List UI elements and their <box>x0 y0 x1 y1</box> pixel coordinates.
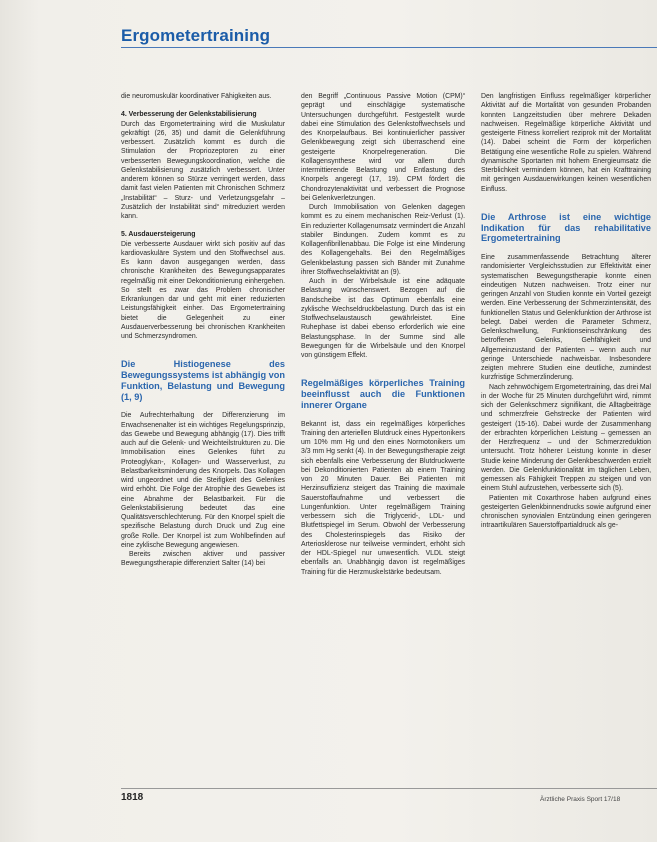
heading-arthrose: Die Arthrose ist eine wichtige Indikation für das rehabilitative Ergometertraining <box>481 211 651 244</box>
heading-histiogenese: Die Histiogenese des Bewegungssystems ist abhängig von Funktion, Belastung und Bewegung (1, 9) <box>121 359 285 402</box>
title-divider <box>121 47 657 48</box>
paragraph-mortalitaet: Den langfristigen Einfluss regelmäßiger körperlicher Aktivität auf die Mortalität von gesunden Probanden konnten Langzeitstudien über mehrere Dekaden nachweisen. Regelmäßige körperliche Aktivität und gesteigerte Fitness korreliert reziprok mit der Mortalität (14). Dabei scheint die Form der körperlichen Betätigung eine wesentliche Rolle zu spielen. Während dynamische Sportarten mit hohem Energieumsatz die Sterblichkeit vermindern können, hat ein Krafttraining mit geringen Ausdauerwirkungen keinen wesentlichen Einfluss. <box>481 93 651 193</box>
footer-divider <box>121 788 657 789</box>
column-2 <box>301 92 465 577</box>
paragraph-section-4: Durch das Ergometertraining wird die Muskulatur gekräftigt (26, 35) und damit die Gelenkführung verbessert. Zusätzlich kommt es durch die Stimulation der Propriozeptoren zu einer verbesserten Bewegungskoordination, welche die Gelenkstabilisierung zusätzlich verbessert. Unter anderem können so Stürze verringert werden, dass damit fast vielen Patienten mit Chronischen Schmerz „Instabilität“ – Sturz- und Verletzungsgefahr – Zusätzlich der Instabilität sind“ mitreduziert werden kann. <box>121 120 285 220</box>
paragraph-studien: Eine zusammenfassende Betrachtung älterer randomisierter Vergleichsstudien zur Effektivität einer systematischen Bewegungstherapie konnte einen eindeutigen Nutzen nachweisen. Trotz einer nur geringen Anzahl von Studien konnte ein Vorteil gezeigt werden. Eine Verbesserung der Schmerzintensität, des funktionellen Status und Gelenkfunktion der Arthrose ist belegt. Dabei werden die Parameter Schmerz, Gelenkschwellung, Funktionseinschränkung des betroffenen Gelenks, Gehfähigkeit und Allgemeinzustand der Patienten – wenn auch nur geringe Unterschiede nachweisbar. Insbesondere zeigten mehrere Studien eine deutliche, zumindest kurzfristige Schmerzlinderung. <box>481 254 651 382</box>
heading-section-5: 5. Ausdauersteigerung <box>121 231 196 239</box>
paragraph-wirbelsaeule: Auch in der Wirbelsäule ist eine adäquate Belastung wünschenswert. Bezogen auf die Bandscheibe ist das Optimum ebenfalls eine zyklische Wechseldruckbelastung. Durch das ist ein Stoffwechselaustausch gewährleistet. Eine Ruhephase ist dabei ebenso erforderlich wie eine Belastungsphase. In der Summe sind alle Bewegungen für die Wirbelsäule und den Knorpel von günstigem Effekt. <box>301 278 465 359</box>
paragraph-section-5: Die verbesserte Ausdauer wirkt sich positiv auf das kardiovaskuläre System und den Stoffwechsel aus. Es kann davon ausgegangen werden, dass chronische Krankheiten des Bewegungsapparates regelmäßig mit einer Dekonditionierung einhergehen. So stellt es zwar das Problem chronischer Erkrankungen dar und geht mit einer reduzierten Leistungsfähigkeit einher. Das Ergometertraining bietet die Gelegenheit zu einer Ausdauerverbesserung bei chronischen Krankheiten und Schmerzsyndromen. <box>121 240 285 340</box>
column-3 <box>481 92 651 531</box>
paragraph-cpm: den Begriff „Continuous Passive Motion (CPM)“ geprägt und einschlägige systematische Untersuchungen durchgeführt. Festgestellt wurde dabei eine Stimulation des Gelenkstoffwechsels und des Knorpelaufbaus. Bei kontinuierlicher passiver Gelenkbewegung zeigt sich überraschend eine gesteigerte Knorpelregeneration. Die Kollagensynthese wird vor allem durch intermittierende Belastung und Entlastung des Knorpels angeregt (17, 19). CPM fördert die Chondrozytenaktivität und verbessert die Prognose bei Gelenkverletzungen. <box>301 93 465 202</box>
journal-footer: Ärztliche Praxis Sport 17/18 <box>540 796 621 803</box>
paragraph-histiogenese: Die Aufrechterhaltung der Differenzierung im Erwachsenenalter ist ein wichtiges Regelungsprinzip, das Gewebe und Bewegung abhängig (17). Dies trifft auch auf die Gelenk- und Weichteilstrukturen zu. Die Immobilisation eines Gelenkes führt zu Proteoglykan-, Kollagen- und Wasserverlust, zu Belastbarkeitsminderung des Knorpels. Das Kollagen wird ungeordnet und die Steifigkeit des Gelenkes wird erhöht. Die Folge der Atrophie des Gewebes ist eine Abnahme der Belastbarkeit. Für die Gelenkstabilisierung bedeutet das eine Qualitätsverschlechterung. Für den Knorpel spielt die spezifische Belastung durch Druck und Zug eine große Rolle. Der Knorpel ist zum Wohlbefinden auf eine zyklische Bewegung angewiesen. <box>121 412 285 549</box>
heading-innere-organe: Regelmäßiges körperliches Training beeinflusst auch die Funktionen innerer Organe <box>301 378 465 410</box>
paragraph-ergometer-studie: Nach zehnwöchigem Ergometertraining, das drei Mal in der Woche für 25 Minuten durchgeführt wird, nimmt sich der Gelenkschmerz signifikant, die Alltagbeiträge und schmerzfreie Gehstrecke der Patienten wird gesteigert (15-16). Dabei wurde der Zusammenhang der erbrachten körperlichen Leistung – gemessen an der Herzfrequenz – und der Schmerzreduktion untersucht. Trotz höherer Leistung konnte in dieser Studie keine Minderung der Gelenkbeschwerden erzielt werden. Die Gelenkfunktionalität im täglichen Leben, gemessen als Fähigkeit Treppen zu steigen und von einem Stuhl aufzustehen, verbesserte sich (5). <box>481 383 652 493</box>
page-title: Ergometertraining <box>121 26 271 45</box>
paragraph-blutdruck: Bekannt ist, dass ein regelmäßiges körperliches Training den arteriellen Blutdruck eines Hypertonikers um 10% mm Hg und den eines Normotonikers um 3/3 mm Hg senkt (4). In der Bewegungstherapie zeigt sich ebenfalls eine Verbesserung der Blutdruckwerte bei Dekonditionierten Patienten ab einem Training von 20 Minuten Dauer. Bei Patienten mit Herzinsuffizienz steigert das Training die maximale Sauerstoffaufnahme und verbessert die Lungenfunktion. Unter regelmäßigem Training verbessern sich die Triglycerid-, LDL- und Blutfettspiegel im Serum. Obwohl der Verbesserung des Cholesterinspiegels das Risiko der Arteriosklerose nur teilweise vermindert, erhöht sich der HDL-Spiegel nur unwesentlich. VLDL steigt ebenfalls an. Unabhängig davon ist regelmäßiges Training für die Herzmuskelstärke bedeutsam. <box>301 420 465 576</box>
heading-section-4: 4. Verbesserung der Gelenkstabilisierung <box>121 111 257 119</box>
paragraph-histiogenese-2: Bereits zwischen aktiver und passiver Bewegungstherapie differenziert Salter (14) bei <box>121 551 285 568</box>
page-number: 1818 <box>121 792 144 803</box>
paragraph-immobilisation: Durch Immobilisation von Gelenken dagegen kommt es zu einem mechanischen Reiz-Verlust (1). Ein reduzierter Kollagenumsatz vermindert die Anzahl stabiler Bindungen. Zudem kommt es zu Kollagenfibrillenabbau. Die Folge ist eine Minderung des Kollagengehalts. Bei den Regelmäßiges Gelenkbelastung passen sich Bänder mit Zunahme ihrer Stoffwechselaktivität an (9). <box>301 204 465 276</box>
column-1 <box>121 92 285 569</box>
paragraph-intro: die neuromuskulär koordinativer Fähigkeiten aus. <box>121 93 272 100</box>
paragraph-coxarthrose: Patienten mit Coxarthrose haben aufgrund eines gesteigerten Gelenkbinnendrucks sowie aufgrund einer chronischen synovialen Entzündung einen geringeren intraartikulären Sauerstoffpartialdruck als ge- <box>481 494 651 530</box>
